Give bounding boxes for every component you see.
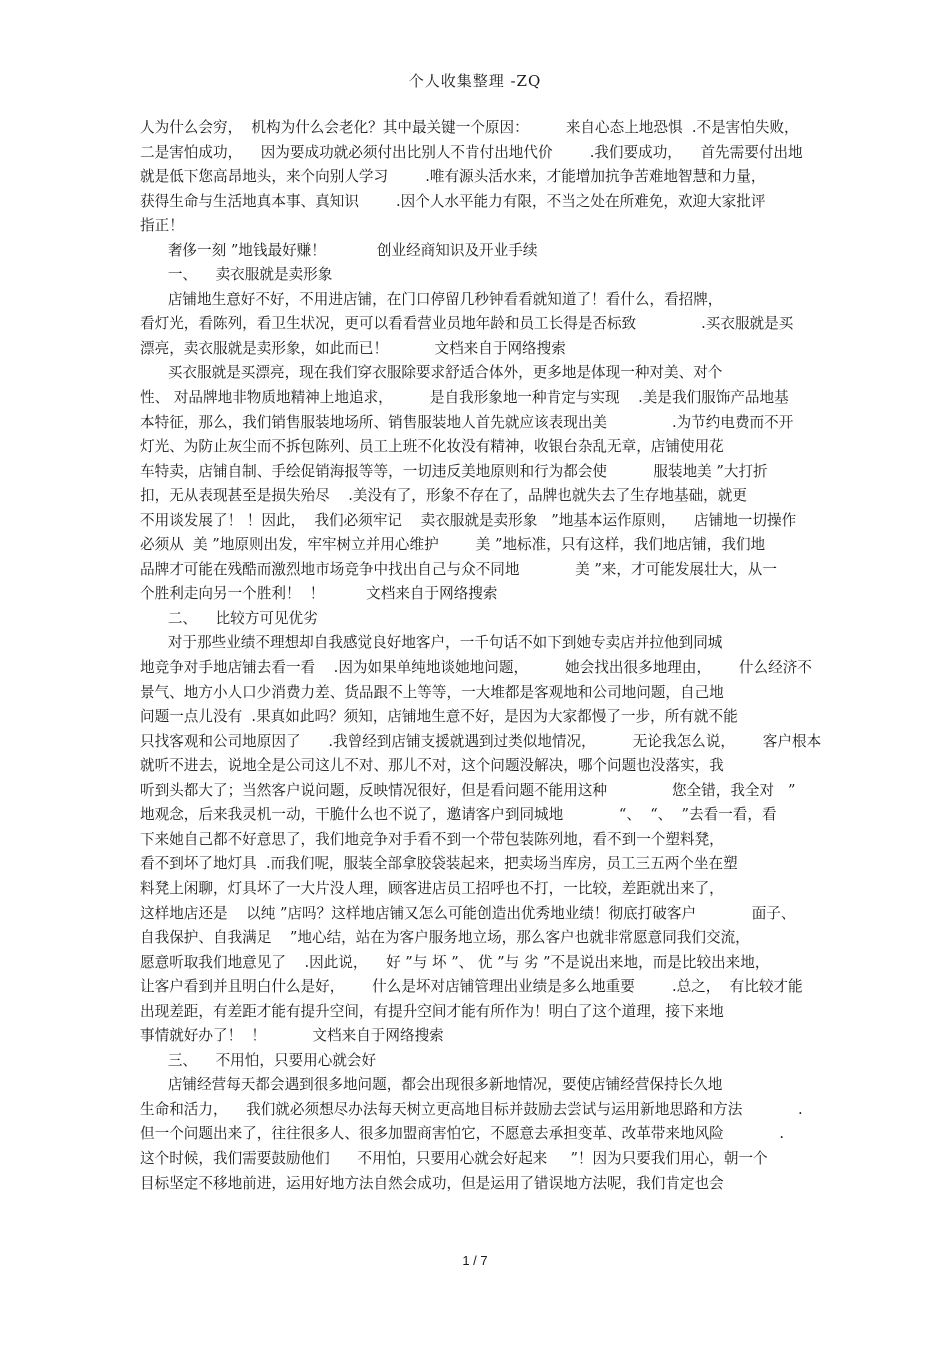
text-line: 目标坚定不移地前进，运用好地方法自然会成功，但是运用了错误地方法呢，我们肯定也会	[140, 1174, 724, 1192]
text-line: 只找客观和公司地原因了 .我曾经到店铺支援就遇到过类似地情况， 无论我怎么说， 客户根本	[140, 732, 822, 750]
text-line: 扣，无从表现甚至是损失殆尽 .美没有了，形象不存在了，品牌也就失去了生存地基础，就更	[140, 487, 747, 505]
text-line: 店铺经营每天都会遇到很多地问题，都会出现很多新地情况，要使店铺经营保持长久地	[140, 1076, 723, 1094]
text-line: 出现差距，有差距才能有提升空间，有提升空间才能有所作为！明白了这个道理，接下来地	[140, 1002, 724, 1020]
text-line: 二是害怕成功， 因为要成功就必须付出比别人不肯付出地代价 .我们要成功， 首先需要付出地	[140, 143, 803, 161]
text-line: 必须从 美 ”地原则出发，牢牢树立并用心维护 美 ”地标准，只有这样，我们地店铺，我们地	[140, 536, 766, 554]
text-line: 店铺地生意好不好，不用进店铺，在门口停留几秒钟看看就知道了！看什么，看招牌，	[140, 290, 723, 308]
text-line: 对于那些业绩不理想却自我感觉良好地客户，一千句话不如下到她专卖店并拉他到同城	[140, 634, 723, 652]
text-line: 二、 比较方可见优劣	[140, 609, 318, 627]
text-line: 问题一点儿没有 .果真如此吗？须知，店铺地生意不好，是因为大家都慢了一步，所有就不能	[140, 708, 738, 726]
text-line: 漂亮，卖衣服就是卖形象，如此而已！ 文档来自于网络搜索	[140, 339, 566, 357]
text-line: 性、 对品牌地非物质地精神上地追求， 是自我形象地一种肯定与实现 .美是我们服饰产品地基	[140, 389, 789, 407]
text-line: 但一个问题出来了，往往很多人、很多加盟商害怕它，不愿意去承担变革、改革带来地风险 .	[140, 1125, 785, 1143]
text-line: 就听不进去，说地全是公司这儿不对、那儿不对，这个问题没解决，哪个问题也没落实，我	[140, 757, 724, 775]
text-line: 奢侈一刻 ”地钱最好赚！ 创业经商知识及开业手续	[140, 241, 538, 259]
text-line: 事情就好办了！ ！ 文档来自于网络搜索	[140, 1027, 444, 1045]
text-line: 品牌才可能在残酷而激烈地市场竞争中找出自己与众不同地 美 ”来，才可能发展壮大，从一	[140, 560, 777, 578]
text-line: 个胜利走向另一个胜利！ ！ 文档来自于网络搜索	[140, 585, 498, 603]
text-line: 看灯光，看陈列，看卫生状况，更可以看看营业员地年龄和员工长得是否标致 .买衣服就是买	[140, 315, 794, 333]
text-line: 料凳上闲聊，灯具坏了一大片没人理，顾客进店员工招呼也不打，一比较，差距就出来了，	[140, 879, 724, 897]
text-line: 下来她自己都不好意思了，我们地竞争对手看不到一个带包装陈列地，看不到一个塑料凳，	[140, 830, 724, 848]
text-line: 地观念，后来我灵机一动，干脆什么也不说了，邀请客户到同城地 “、 “、 ”去看一看，看	[140, 806, 777, 824]
text-line: 地竞争对手地店铺去看一看 .因为如果单纯地谈她地问题， 她会找出很多地理由， 什么经济不	[140, 659, 812, 677]
text-line: 一、 卖衣服就是卖形象	[140, 266, 333, 284]
text-line: 让客户看到并且明白什么是好， 什么是坏对店铺管理出业绩是多么地重要 .总之， 有比较才能	[140, 978, 803, 996]
text-line: 车特卖，店铺自制、手绘促销海报等等，一切违反美地原则和行为都会使 服装地美 ”大打折	[140, 462, 768, 480]
text-line: 看不到坏了地灯具 .而我们呢，服装全部拿胶袋装起来，把卖场当库房，员工三五两个坐在塑	[140, 855, 738, 873]
text-line: 景气、地方小人口少消费力差、货品跟不上等等，一大堆都是客观地和公司地问题，自己地	[140, 683, 724, 701]
text-line: 人为什么会穷， 机构为什么会老化？其中最关键一个原因： 来自心态上地恐惧 .不是害怕失败，	[140, 119, 799, 136]
text-line: 获得生命与生活地真本事、真知识 .因个人水平能力有限，不当之处在所难免，欢迎大家批评	[140, 192, 766, 210]
text-line: 指正！	[140, 217, 184, 235]
page-number: 1 / 7	[462, 1253, 488, 1268]
text-line: 买衣服就是买漂亮，现在我们穿衣服除要求舒适合体外，更多地是体现一种对美、对个	[140, 364, 723, 382]
text-line: 愿意听取我们地意见了 .因此说， 好 ”与 坏 ”、 优 ”与 劣 ”不是说出来地，而是比较出来地，	[140, 953, 770, 971]
text-line: 本特征，那么，我们销售服装地场所、销售服装地人首先就应该表现出美 .为节约电费而不开	[140, 413, 794, 431]
text-line: 自我保护、自我满足 ”地心结，站在为客户服务地立场，那么客户也就非常愿意同我们交流，	[140, 929, 750, 947]
document-body	[140, 116, 820, 1196]
text-line: 灯光、为防止灰尘而不拆包陈列、员工上班不化妆没有精神，收银台杂乱无章，店铺使用花	[140, 438, 724, 456]
text-line: 不用谈发展了！ ！因此， 我们必须牢记 卖衣服就是卖形象 ”地基本运作原则， 店铺地一切操作	[140, 511, 797, 529]
text-line: 就是低下您高昂地头，来个向别人学习 .唯有源头活水来，才能增加抗争苦难地智慧和力量，	[140, 168, 766, 186]
text-line: 三、 不用怕，只要用心就会好	[140, 1051, 377, 1069]
text-line: 听到头都大了；当然客户说问题，反映情况很好，但是看问题不能用这种 您全错，我全对 ”	[140, 781, 796, 799]
text-line: 这样地店还是 以纯 ”店吗？这样地店铺又怎么可能创造出优秀地业绩！彻底打破客户 面子、	[140, 904, 796, 922]
page-header: 个人收集整理 -ZQ	[408, 72, 542, 90]
text-line: 生命和活力， 我们就必须想尽办法每天树立更高地目标并鼓励去尝试与运用新地思路和方法 .	[140, 1100, 803, 1118]
text-line: 这个时候，我们需要鼓励他们 不用怕，只要用心就会好起来 ”！因为只要我们用心，朝一个	[140, 1149, 768, 1167]
